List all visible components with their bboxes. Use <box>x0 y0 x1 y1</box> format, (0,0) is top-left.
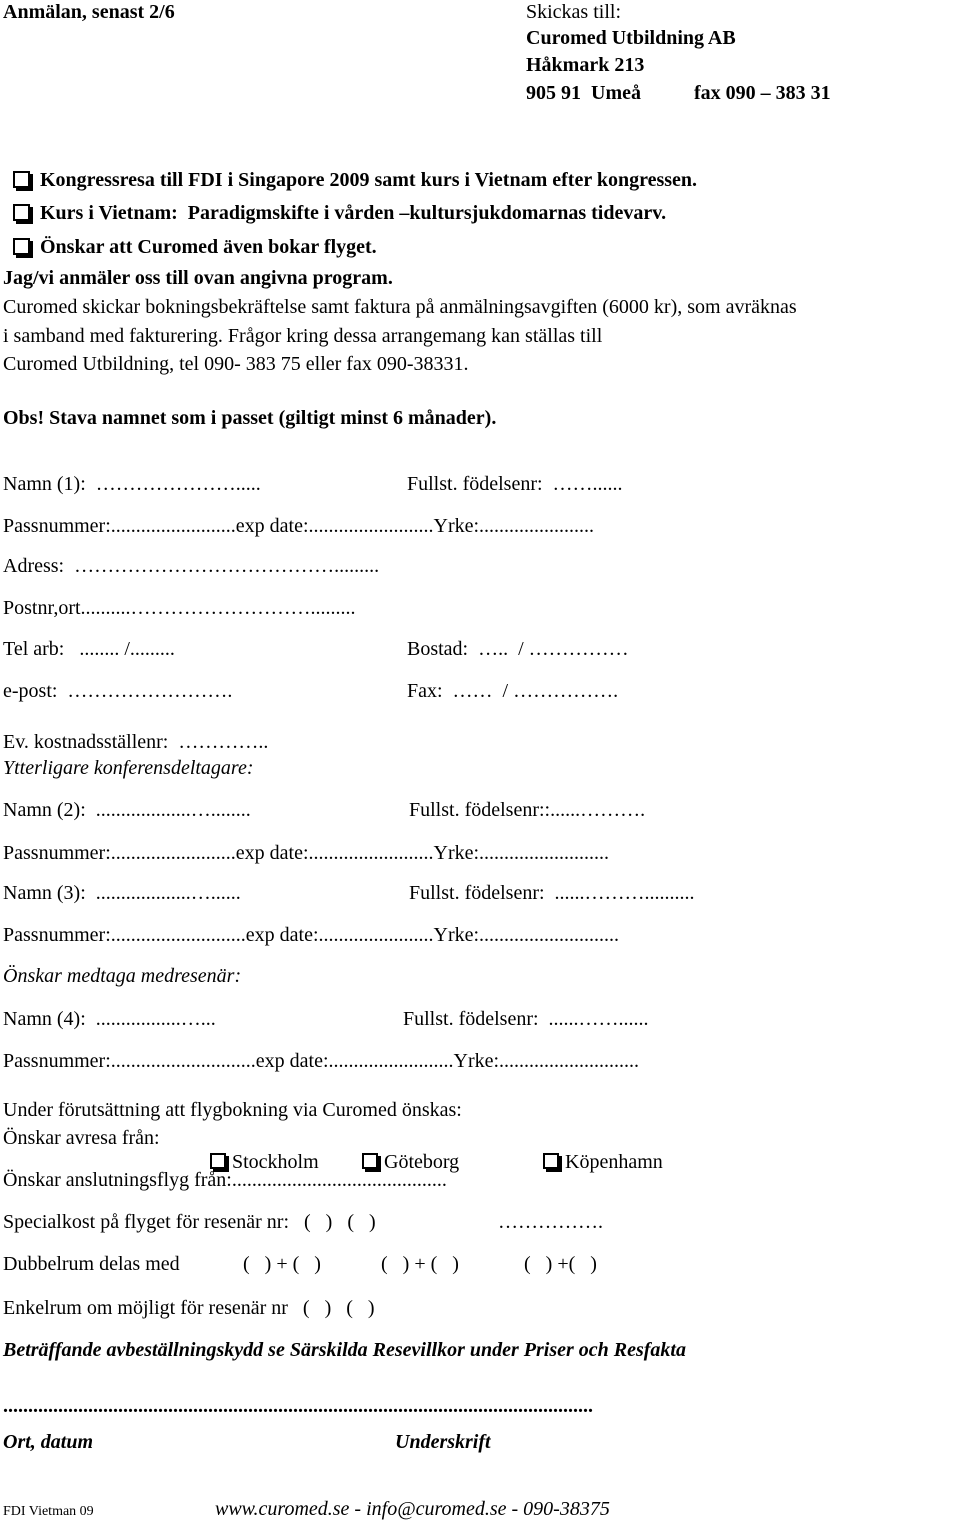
footer-contact: www.curomed.se - info@curomed.se - 090-38375 <box>215 1498 610 1520</box>
option-congress[interactable]: Kongressresa till FDI i Singapore 2009 samt kurs i Vietnam efter kongressen. <box>3 144 697 192</box>
special-food-fill[interactable]: ……………. <box>498 1211 603 1233</box>
flight-condition: Under förutsättning att flygbokning via Curomed önskas: <box>3 1099 462 1121</box>
person1-fax-field[interactable]: Fax: …… / ……………. <box>407 680 619 702</box>
deadline: Anmälan, senast 2/6 <box>3 1 175 23</box>
special-food-field[interactable]: Specialkost på flyget för resenär nr: ( ) ( ) <box>3 1211 376 1233</box>
depart-kopenhamn[interactable]: Köpenhamn <box>533 1126 663 1174</box>
depart-label: Önskar avresa från: <box>3 1127 160 1149</box>
person4-name-field[interactable]: Namn (4): .................…... <box>3 1008 216 1030</box>
send-to-label: Skickas till: <box>526 1 621 23</box>
double-room-option-2[interactable]: ( ) + ( ) <box>381 1253 459 1275</box>
intro-line-2: i samband med fakturering. Frågor kring dessa arrangemang kan ställas till <box>3 325 603 347</box>
person2-passport-field[interactable]: Passnummer:.........................exp date:.........................Yrke:.......................... <box>3 842 610 864</box>
companion-label: Önskar medtaga medresenär: <box>3 965 242 987</box>
checkbox-icon[interactable] <box>13 238 30 255</box>
intro-line-3: Curomed Utbildning, tel 090- 383 75 eller fax 090-38331. <box>3 353 469 375</box>
double-room-option-1[interactable]: ( ) + ( ) <box>243 1253 321 1275</box>
option-course[interactable]: Kurs i Vietnam: Paradigmskifte i vården –kultursjukdomarnas tidevarv. <box>3 177 666 225</box>
company-street: Håkmark 213 <box>526 54 645 76</box>
cancellation-note: Beträffande avbeställningskydd se Särskilda Resevillkor under Priser och Resfakta <box>3 1339 686 1361</box>
signature-line[interactable]: ...................................................................................................................... <box>3 1395 593 1417</box>
person1-tel-work-field[interactable]: Tel arb: ........ /......... <box>3 638 175 660</box>
place-date-label: Ort, datum <box>3 1431 94 1453</box>
depart-goteborg[interactable]: Göteborg <box>352 1126 459 1174</box>
company-postal: 905 91 Umeå <box>526 82 641 104</box>
person1-passport-field[interactable]: Passnummer:.........................exp date:.........................Yrke:....................... <box>3 515 595 537</box>
person1-birth-field[interactable]: Fullst. födelsenr: ……...... <box>407 473 623 495</box>
person3-name-field[interactable]: Namn (3): ...................…...... <box>3 882 241 904</box>
person1-tel-home-field[interactable]: Bostad: ….. / …………… <box>407 638 629 660</box>
checkbox-icon[interactable] <box>543 1153 559 1169</box>
intro-heading: Jag/vi anmäler oss till ovan angivna program. <box>3 267 393 289</box>
checkbox-icon[interactable] <box>210 1153 226 1169</box>
option-flight[interactable]: Önskar att Curomed även bokar flyget. <box>3 211 377 259</box>
checkbox-icon[interactable] <box>362 1153 378 1169</box>
person1-address-field[interactable]: Adress: …………………………………......... <box>3 555 380 577</box>
person3-birth-field[interactable]: Fullst. födelsenr: ......……….......... <box>409 882 695 904</box>
person2-birth-field[interactable]: Fullst. födelsenr::......………. <box>409 799 646 821</box>
obs-note: Obs! Stava namnet som i passet (giltigt minst 6 månader). <box>3 407 497 429</box>
person1-name-field[interactable]: Namn (1): …………………..... <box>3 473 261 495</box>
depart-stockholm[interactable]: Stockholm <box>200 1126 319 1174</box>
company-fax: fax 090 – 383 31 <box>694 82 831 104</box>
person4-passport-field[interactable]: Passnummer:.............................exp date:.........................Yrke:............................ <box>3 1050 640 1072</box>
intro-line-1: Curomed skickar bokningsbekräftelse samt faktura på anmälningsavgiften (6000 kr), som avräknas <box>3 296 797 318</box>
person1-email-field[interactable]: e-post: ……………………. <box>3 680 233 702</box>
person1-postal-field[interactable]: Postnr,ort..........………………………......... <box>3 597 356 619</box>
additional-participants-label: Ytterligare konferensdeltagare: <box>3 757 254 779</box>
double-room-label: Dubbelrum delas med <box>3 1253 180 1275</box>
person2-name-field[interactable]: Namn (2): ...................…........ <box>3 799 251 821</box>
signature-label: Underskrift <box>395 1431 491 1453</box>
double-room-option-3[interactable]: ( ) +( ) <box>524 1253 597 1275</box>
single-room-field[interactable]: Enkelrum om möjligt för resenär nr ( ) ( ) <box>3 1297 375 1319</box>
company-name: Curomed Utbildning AB <box>526 27 736 49</box>
person3-passport-field[interactable]: Passnummer:...........................exp date:.......................Yrke:............................ <box>3 924 620 946</box>
connection-flight-field[interactable]: Önskar anslutningsflyg från:........................................... <box>3 1169 447 1191</box>
person4-birth-field[interactable]: Fullst. födelsenr: ......……...... <box>403 1008 649 1030</box>
cost-center-field[interactable]: Ev. kostnadsställenr: ………….. <box>3 731 269 753</box>
footer-code: FDI Vietman 09 <box>3 1504 94 1519</box>
